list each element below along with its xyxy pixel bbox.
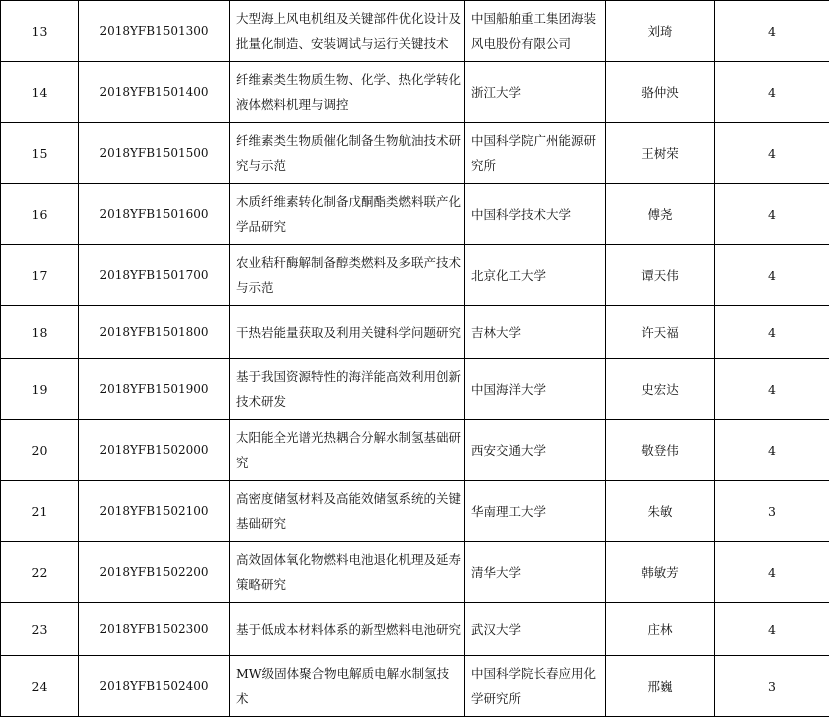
row-index: 21 <box>1 481 79 542</box>
lead-organization: 中国海洋大学 <box>465 359 606 420</box>
project-number: 4 <box>715 1 829 62</box>
project-number: 3 <box>715 656 829 717</box>
project-number: 4 <box>715 603 829 656</box>
project-code: 2018YFB1502300 <box>79 603 230 656</box>
project-leader: 王树荣 <box>606 123 715 184</box>
project-title: 太阳能全光谱光热耦合分解水制氢基础研究 <box>230 420 465 481</box>
project-number: 4 <box>715 420 829 481</box>
table-row <box>1 123 829 184</box>
project-number: 4 <box>715 306 829 359</box>
table-row <box>1 542 829 603</box>
project-number: 4 <box>715 359 829 420</box>
project-title: 基于我国资源特性的海洋能高效利用创新技术研发 <box>230 359 465 420</box>
project-number: 4 <box>715 245 829 306</box>
lead-organization: 中国船舶重工集团海装风电股份有限公司 <box>465 1 606 62</box>
project-number: 4 <box>715 542 829 603</box>
project-leader: 韩敏芳 <box>606 542 715 603</box>
project-leader: 刘琦 <box>606 1 715 62</box>
row-index: 18 <box>1 306 79 359</box>
project-title: 木质纤维素转化制备戊酮酯类燃料联产化学品研究 <box>230 184 465 245</box>
project-code: 2018YFB1501300 <box>79 1 230 62</box>
project-leader: 庄林 <box>606 603 715 656</box>
row-index: 22 <box>1 542 79 603</box>
row-index: 19 <box>1 359 79 420</box>
project-code: 2018YFB1501700 <box>79 245 230 306</box>
project-leader: 朱敏 <box>606 481 715 542</box>
table-row <box>1 62 829 123</box>
table-row <box>1 359 829 420</box>
row-index: 24 <box>1 656 79 717</box>
table-row <box>1 420 829 481</box>
project-number: 4 <box>715 62 829 123</box>
project-table-body <box>1 1 829 717</box>
project-title: 高密度储氢材料及高能效储氢系统的关键基础研究 <box>230 481 465 542</box>
lead-organization: 中国科学院广州能源研究所 <box>465 123 606 184</box>
lead-organization: 清华大学 <box>465 542 606 603</box>
project-leader: 骆仲泱 <box>606 62 715 123</box>
table-row <box>1 1 829 62</box>
project-title: 高效固体氧化物燃料电池退化机理及延寿策略研究 <box>230 542 465 603</box>
project-code: 2018YFB1501800 <box>79 306 230 359</box>
project-title: 纤维素类生物质生物、化学、热化学转化液体燃料机理与调控 <box>230 62 465 123</box>
project-code: 2018YFB1502200 <box>79 542 230 603</box>
row-index: 14 <box>1 62 79 123</box>
project-title: 干热岩能量获取及利用关键科学问题研究 <box>230 306 465 359</box>
project-leader: 史宏达 <box>606 359 715 420</box>
project-leader: 敬登伟 <box>606 420 715 481</box>
project-number: 4 <box>715 184 829 245</box>
row-index: 20 <box>1 420 79 481</box>
project-leader: 傅尧 <box>606 184 715 245</box>
lead-organization: 中国科学技术大学 <box>465 184 606 245</box>
lead-organization: 吉林大学 <box>465 306 606 359</box>
table-row <box>1 245 829 306</box>
project-title: 基于低成本材料体系的新型燃料电池研究 <box>230 603 465 656</box>
project-title: 纤维素类生物质催化制备生物航油技术研究与示范 <box>230 123 465 184</box>
project-code: 2018YFB1501400 <box>79 62 230 123</box>
project-title: 大型海上风电机组及关键部件优化设计及批量化制造、安装调试与运行关键技术 <box>230 1 465 62</box>
table-row <box>1 184 829 245</box>
project-code: 2018YFB1502100 <box>79 481 230 542</box>
lead-organization: 北京化工大学 <box>465 245 606 306</box>
lead-organization: 武汉大学 <box>465 603 606 656</box>
project-code: 2018YFB1502400 <box>79 656 230 717</box>
project-number: 3 <box>715 481 829 542</box>
table-row <box>1 306 829 359</box>
row-index: 13 <box>1 1 79 62</box>
row-index: 23 <box>1 603 79 656</box>
row-index: 16 <box>1 184 79 245</box>
project-number: 4 <box>715 123 829 184</box>
project-code: 2018YFB1502000 <box>79 420 230 481</box>
row-index: 15 <box>1 123 79 184</box>
project-title: 农业秸秆酶解制备醇类燃料及多联产技术与示范 <box>230 245 465 306</box>
project-leader: 邢巍 <box>606 656 715 717</box>
project-leader: 许天福 <box>606 306 715 359</box>
table-row <box>1 481 829 542</box>
lead-organization: 中国科学院长春应用化学研究所 <box>465 656 606 717</box>
table-row <box>1 603 829 656</box>
table-row <box>1 656 829 717</box>
lead-organization: 西安交通大学 <box>465 420 606 481</box>
project-title: MW级固体聚合物电解质电解水制氢技术 <box>230 656 465 717</box>
project-code: 2018YFB1501600 <box>79 184 230 245</box>
project-code: 2018YFB1501500 <box>79 123 230 184</box>
project-leader: 谭天伟 <box>606 245 715 306</box>
lead-organization: 浙江大学 <box>465 62 606 123</box>
project-code: 2018YFB1501900 <box>79 359 230 420</box>
row-index: 17 <box>1 245 79 306</box>
lead-organization: 华南理工大学 <box>465 481 606 542</box>
